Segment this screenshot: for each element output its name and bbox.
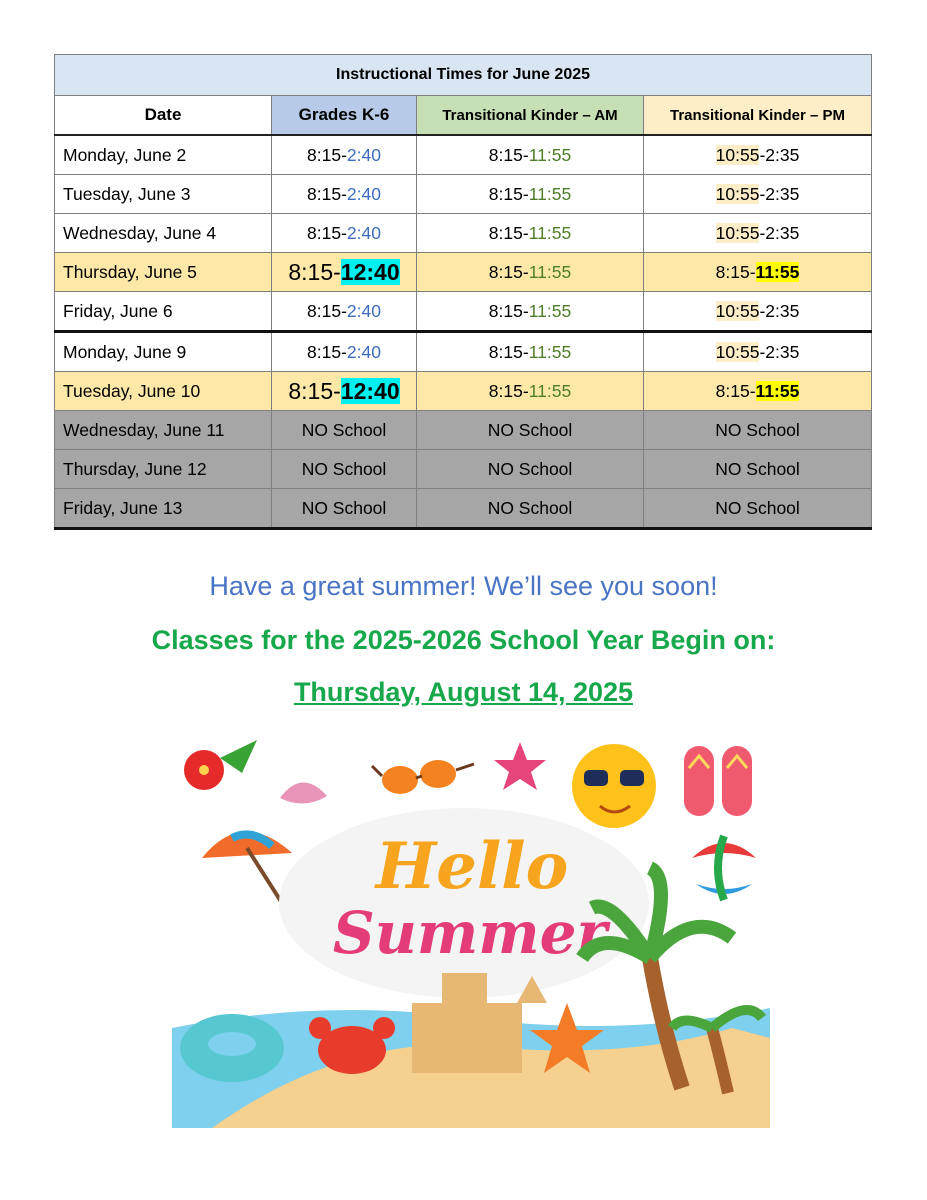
- date-cell: Tuesday, June 3: [55, 175, 272, 214]
- time-end: 2:40: [346, 183, 381, 204]
- time-end: 2:40: [346, 300, 381, 321]
- k6-time-cell: [272, 332, 417, 372]
- date-cell: Monday, June 9: [55, 332, 272, 372]
- date-cell: Thursday, June 12: [55, 450, 272, 489]
- am-time-cell: [417, 135, 644, 175]
- date-cell: Monday, June 2: [55, 135, 272, 175]
- table-row-no-school: [55, 411, 872, 450]
- table-row-short-day: [55, 372, 872, 411]
- time-end: 2:40: [346, 222, 381, 243]
- swim-ring-icon: [180, 1014, 284, 1082]
- k6-time-cell: [272, 175, 417, 214]
- time-start: 8:15-: [488, 222, 529, 243]
- header-tk-am: Transitional Kinder – AM: [417, 96, 644, 136]
- pm-time-cell: [644, 135, 872, 175]
- table-title-row: [55, 55, 872, 96]
- time-start: 8:15-: [288, 258, 341, 285]
- table-row-short-day: [55, 253, 872, 292]
- table-row-no-school: [55, 489, 872, 529]
- pm-time-cell: [644, 175, 872, 214]
- summer-text: Summer: [332, 899, 608, 967]
- time-start: 8:15-: [488, 341, 529, 362]
- time-end: 2:40: [346, 341, 381, 362]
- summer-message: Have a great summer! We’ll see you soon!: [209, 571, 718, 601]
- time-start: 8:15-: [488, 300, 529, 321]
- date-cell: Wednesday, June 11: [55, 411, 272, 450]
- time-end: 11:55: [528, 183, 572, 204]
- am-time-cell: [417, 253, 644, 292]
- pm-time-cell: [644, 332, 872, 372]
- am-time-cell: [417, 292, 644, 332]
- table-row: [55, 135, 872, 175]
- time-end: -2:35: [759, 341, 800, 362]
- date-cell: Friday, June 13: [55, 489, 272, 529]
- header-date: Date: [55, 96, 272, 136]
- time-end: 11:55: [528, 222, 572, 243]
- table-row-no-school: [55, 450, 872, 489]
- date-cell: Wednesday, June 4: [55, 214, 272, 253]
- am-time-cell: [417, 175, 644, 214]
- time-end: 11:55: [528, 380, 572, 401]
- time-end: 11:55: [528, 341, 572, 362]
- header-tk-pm: Transitional Kinder – PM: [644, 96, 872, 136]
- header-grades-k6: Grades K-6: [272, 96, 417, 136]
- time-end: 11:55: [528, 261, 572, 282]
- time-end: -2:35: [759, 222, 800, 243]
- date-cell: Friday, June 6: [55, 292, 272, 332]
- time-start: 8:15-: [488, 183, 529, 204]
- table-row: [55, 175, 872, 214]
- time-end: 12:40: [340, 377, 400, 404]
- date-cell: Tuesday, June 10: [55, 372, 272, 411]
- time-end: 11:55: [528, 144, 572, 165]
- pm-time-cell: [644, 253, 872, 292]
- time-start: 8:15-: [715, 261, 756, 282]
- time-end: 11:55: [528, 300, 572, 321]
- time-start: 8:15-: [488, 144, 529, 165]
- time-end: -2:35: [759, 183, 800, 204]
- time-end: 11:55: [755, 261, 800, 282]
- time-start: 8:15-: [488, 261, 529, 282]
- table-title: Instructional Times for June 2025: [55, 55, 872, 96]
- time-start: 8:15-: [307, 183, 347, 204]
- time-end: 12:40: [340, 258, 400, 285]
- table-row: [55, 292, 872, 332]
- pm-time-cell: [644, 214, 872, 253]
- pm-time-cell: [644, 372, 872, 411]
- time-start: 8:15-: [307, 222, 347, 243]
- am-time-cell: NO School: [417, 411, 644, 450]
- k6-time-cell: NO School: [272, 450, 417, 489]
- time-start: 10:55: [715, 341, 760, 362]
- k6-time-cell: NO School: [272, 411, 417, 450]
- k6-time-cell: [272, 292, 417, 332]
- pm-time-cell: NO School: [644, 411, 872, 450]
- sun-icon: [572, 744, 656, 828]
- pm-time-cell: NO School: [644, 450, 872, 489]
- am-time-cell: [417, 372, 644, 411]
- hello-text: Hello: [375, 829, 569, 904]
- time-start: 8:15-: [288, 377, 341, 404]
- table-header-row: [55, 96, 872, 136]
- instructional-times-table: [54, 54, 872, 530]
- time-start: 10:55: [715, 183, 760, 204]
- time-start: 10:55: [715, 300, 760, 321]
- time-start: 8:15-: [715, 380, 756, 401]
- beach-ball-icon: [690, 834, 758, 902]
- classes-begin-heading: Classes for the 2025-2026 School Year Begin on:: [151, 625, 776, 655]
- time-start: 10:55: [715, 144, 760, 165]
- time-start: 10:55: [715, 222, 760, 243]
- am-time-cell: NO School: [417, 489, 644, 529]
- time-end: 11:55: [755, 380, 800, 401]
- time-end: -2:35: [759, 300, 800, 321]
- time-start: 8:15-: [307, 341, 347, 362]
- k6-time-cell: [272, 253, 417, 292]
- am-time-cell: [417, 214, 644, 253]
- school-start-date: Thursday, August 14, 2025: [293, 677, 634, 707]
- time-start: 8:15-: [307, 144, 347, 165]
- k6-time-cell: [272, 372, 417, 411]
- am-time-cell: NO School: [417, 450, 644, 489]
- k6-time-cell: NO School: [272, 489, 417, 529]
- time-end: 2:40: [346, 144, 381, 165]
- date-cell: Thursday, June 5: [55, 253, 272, 292]
- time-start: 8:15-: [488, 380, 529, 401]
- am-time-cell: [417, 332, 644, 372]
- pm-time-cell: NO School: [644, 489, 872, 529]
- hello-summer-illustration: [172, 728, 770, 1128]
- time-start: 8:15-: [307, 300, 347, 321]
- table-row: [55, 332, 872, 372]
- k6-time-cell: [272, 214, 417, 253]
- time-end: -2:35: [759, 144, 800, 165]
- table-row: [55, 214, 872, 253]
- k6-time-cell: [272, 135, 417, 175]
- pm-time-cell: [644, 292, 872, 332]
